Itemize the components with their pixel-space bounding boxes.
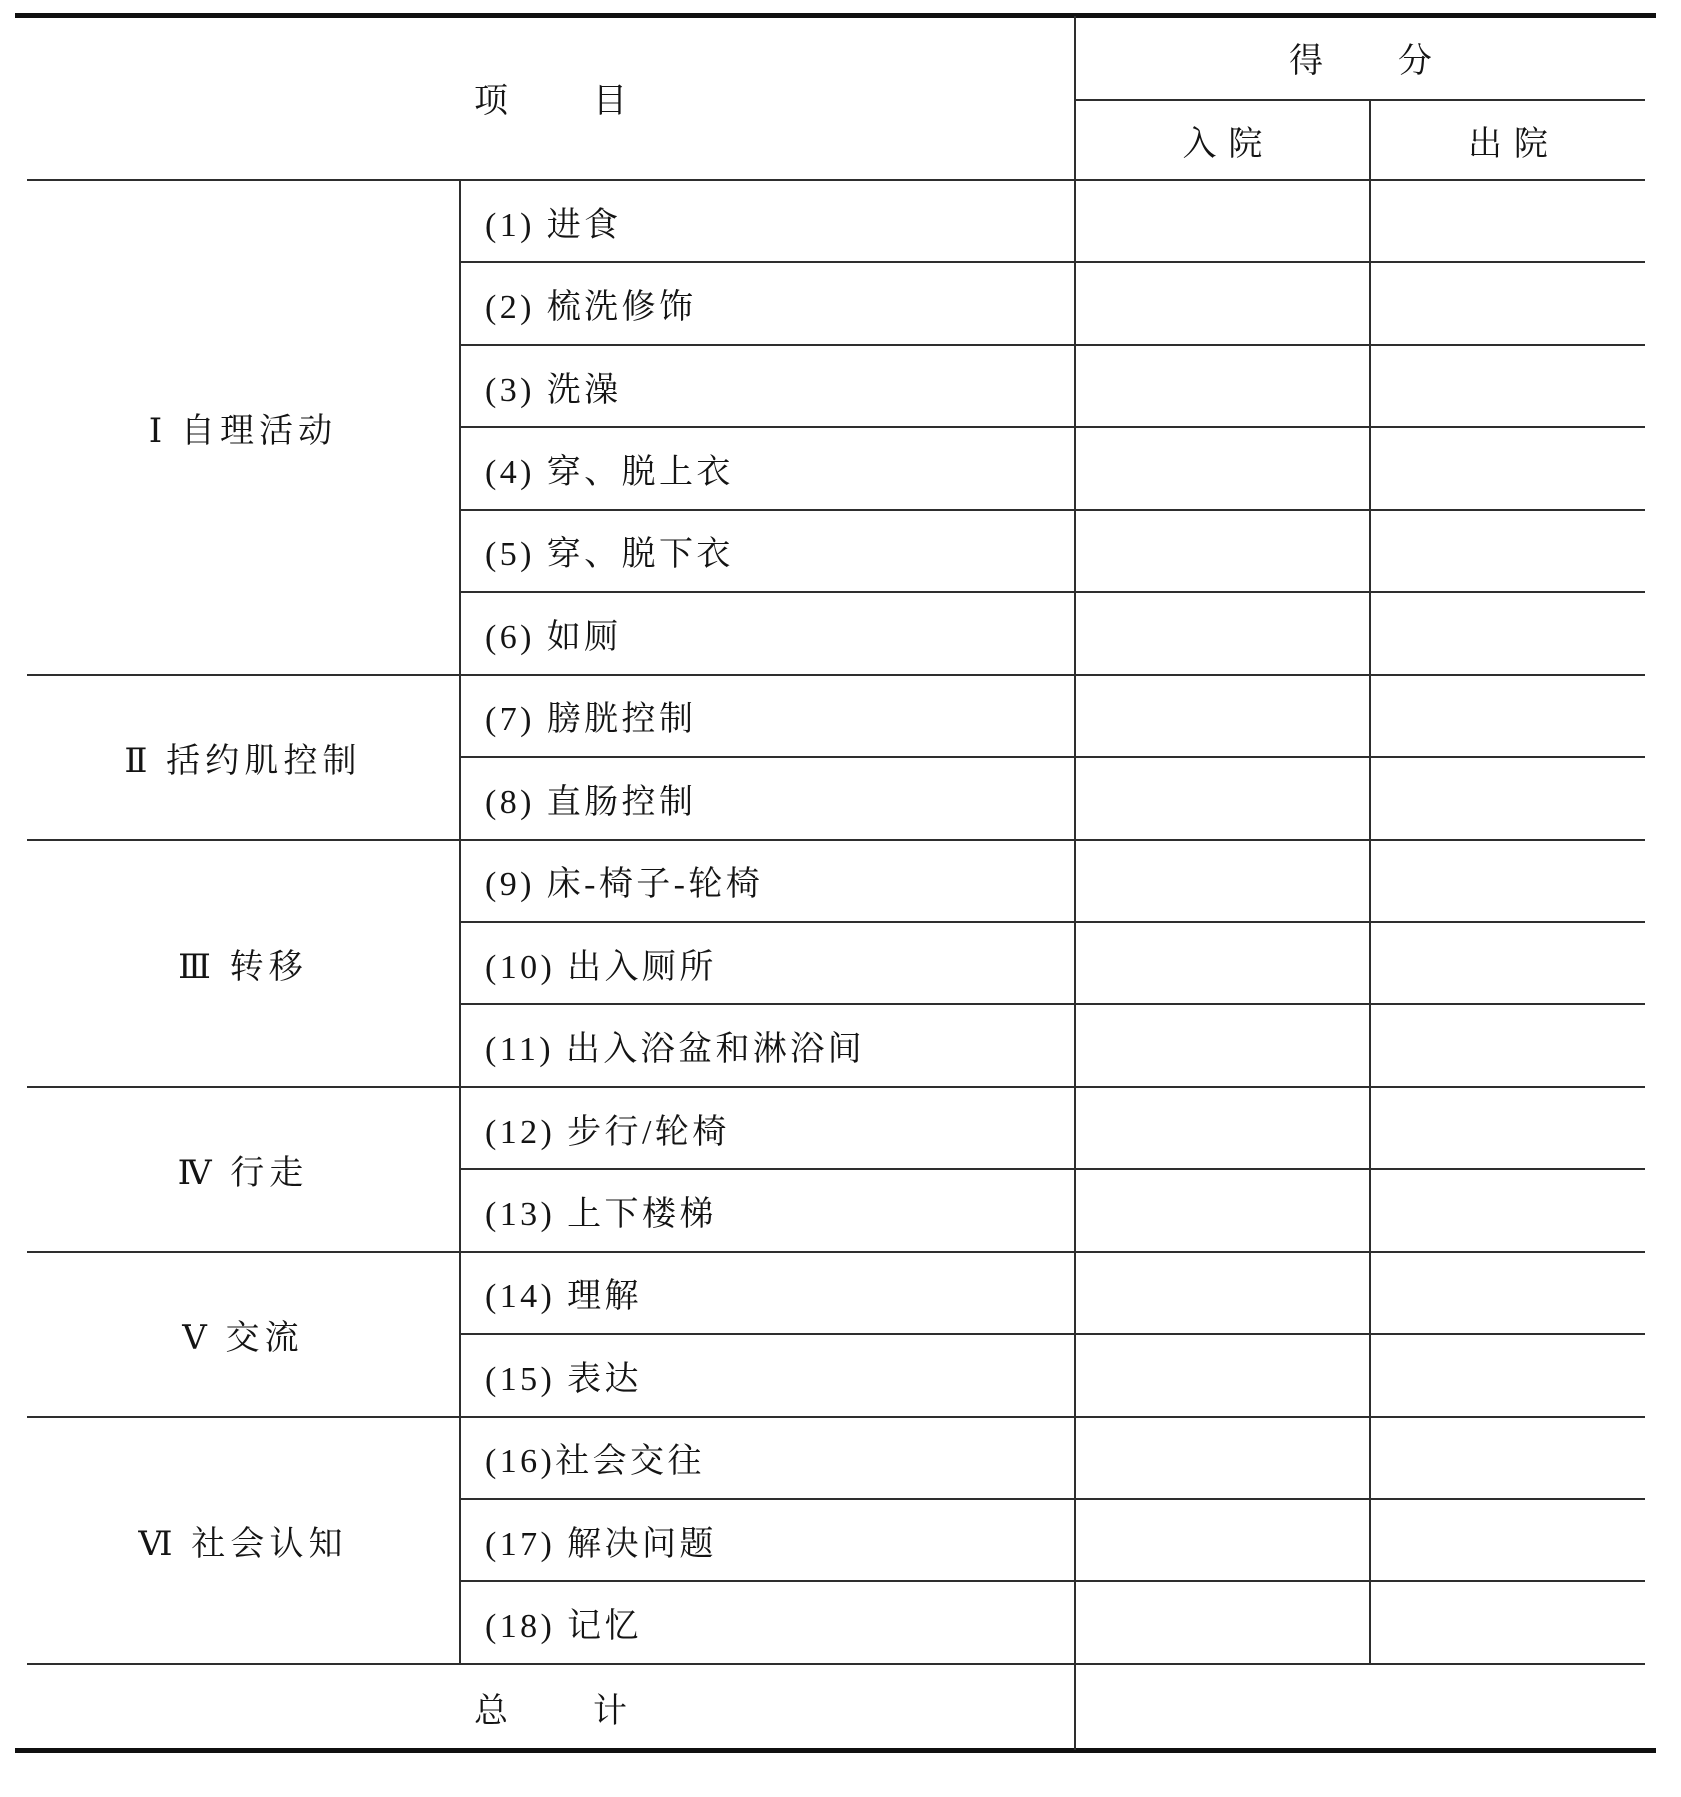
score-cell-admission <box>1075 427 1370 509</box>
score-cell-admission <box>1075 1499 1370 1581</box>
item-cell: (7) 膀胱控制 <box>460 675 1075 757</box>
score-cell-admission <box>1075 922 1370 1004</box>
header-score-column: 得分 <box>1075 16 1645 100</box>
item-cell: (5) 穿、脱下衣 <box>460 510 1075 592</box>
score-cell-discharge <box>1370 675 1645 757</box>
score-cell-discharge <box>1370 510 1645 592</box>
score-cell-discharge <box>1370 1004 1645 1086</box>
item-cell: (14) 理解 <box>460 1252 1075 1334</box>
item-cell: (17) 解决问题 <box>460 1499 1075 1581</box>
item-cell: (8) 直肠控制 <box>460 757 1075 839</box>
item-cell: (2) 梳洗修饰 <box>460 262 1075 344</box>
score-cell-discharge <box>1370 1499 1645 1581</box>
score-cell-discharge <box>1370 757 1645 839</box>
score-cell-discharge <box>1370 1252 1645 1334</box>
score-cell-admission <box>1075 1417 1370 1499</box>
score-cell-admission <box>1075 592 1370 674</box>
table-body <box>27 180 1645 1664</box>
item-cell: (18) 记忆 <box>460 1581 1075 1664</box>
score-cell-admission <box>1075 1169 1370 1251</box>
score-cell-discharge <box>1370 180 1645 262</box>
score-cell-admission <box>1075 510 1370 592</box>
item-cell: (9) 床-椅子-轮椅 <box>460 840 1075 922</box>
header-admission-column: 入院 <box>1075 100 1370 180</box>
score-cell-discharge <box>1370 922 1645 1004</box>
score-cell-admission <box>1075 345 1370 427</box>
category-cell: Ⅰ 自理活动 <box>27 180 460 675</box>
item-cell: (3) 洗澡 <box>460 345 1075 427</box>
category-cell: Ⅴ 交流 <box>27 1252 460 1417</box>
item-cell: (15) 表达 <box>460 1334 1075 1416</box>
score-cell-admission <box>1075 1334 1370 1416</box>
item-cell: (11) 出入浴盆和淋浴间 <box>460 1004 1075 1086</box>
score-cell-discharge <box>1370 1417 1645 1499</box>
table-row <box>27 1252 1645 1334</box>
total-label-cell: 总计 <box>27 1664 1075 1750</box>
score-cell-admission <box>1075 675 1370 757</box>
score-cell-admission <box>1075 840 1370 922</box>
item-cell: (12) 步行/轮椅 <box>460 1087 1075 1169</box>
score-cell-admission <box>1075 262 1370 344</box>
header-row-top <box>27 16 1645 100</box>
table-row <box>27 675 1645 757</box>
header-item-column: 项目 <box>27 16 1075 180</box>
score-cell-discharge <box>1370 1087 1645 1169</box>
score-cell-discharge <box>1370 1169 1645 1251</box>
score-cell-discharge <box>1370 592 1645 674</box>
total-score-cell <box>1075 1664 1645 1750</box>
category-cell: Ⅳ 行走 <box>27 1087 460 1252</box>
header-discharge-column: 出院 <box>1370 100 1645 180</box>
score-cell-discharge <box>1370 840 1645 922</box>
score-cell-admission <box>1075 1087 1370 1169</box>
table-footer <box>27 1664 1645 1750</box>
table-header <box>27 16 1645 180</box>
score-cell-discharge <box>1370 427 1645 509</box>
score-cell-admission <box>1075 180 1370 262</box>
fim-assessment-table <box>27 16 1645 1750</box>
score-cell-admission <box>1075 1581 1370 1664</box>
item-cell: (6) 如厕 <box>460 592 1075 674</box>
item-cell: (16)社会交往 <box>460 1417 1075 1499</box>
score-cell-admission <box>1075 1252 1370 1334</box>
item-cell: (13) 上下楼梯 <box>460 1169 1075 1251</box>
table-row <box>27 1417 1645 1499</box>
item-cell: (10) 出入厕所 <box>460 922 1075 1004</box>
score-cell-admission <box>1075 757 1370 839</box>
total-row <box>27 1664 1645 1750</box>
item-cell: (1) 进食 <box>460 180 1075 262</box>
table-row <box>27 180 1645 262</box>
score-cell-admission <box>1075 1004 1370 1086</box>
category-cell: Ⅱ 括约肌控制 <box>27 675 460 840</box>
category-cell: Ⅲ 转移 <box>27 840 460 1087</box>
score-cell-discharge <box>1370 262 1645 344</box>
category-cell: Ⅵ 社会认知 <box>27 1417 460 1664</box>
score-cell-discharge <box>1370 1581 1645 1664</box>
item-cell: (4) 穿、脱上衣 <box>460 427 1075 509</box>
table-row <box>27 840 1645 922</box>
table-row <box>27 1087 1645 1169</box>
score-cell-discharge <box>1370 345 1645 427</box>
score-cell-discharge <box>1370 1334 1645 1416</box>
